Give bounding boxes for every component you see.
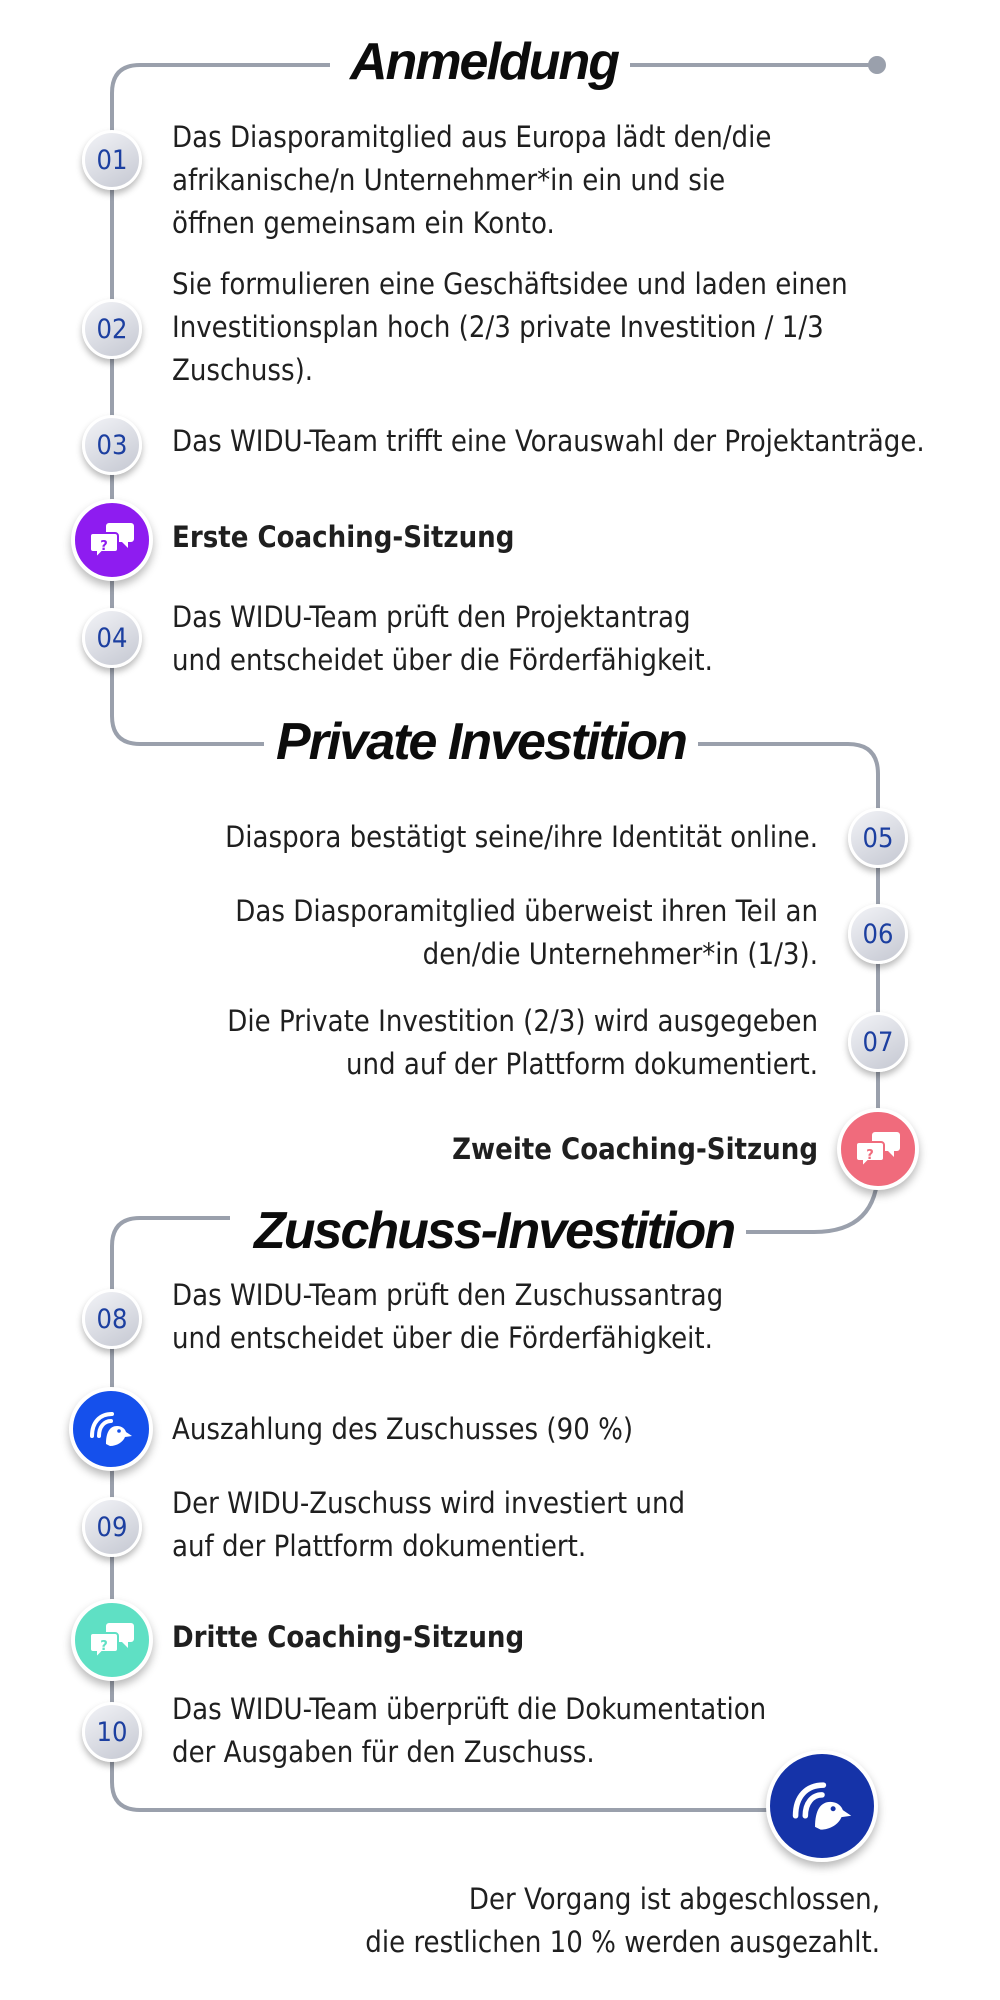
svg-text:?: ? (100, 539, 108, 554)
coaching-badge-3 (71, 1599, 153, 1681)
step-number-05: 05 (848, 808, 908, 868)
section-title-zuschuss-investition: Zuschuss-Investition (242, 1199, 746, 1263)
step-number-09: 09 (82, 1497, 142, 1557)
step-07-text: Die Private Investition (2/3) wird ausgegeben und auf der Plattform dokumentiert. (227, 1004, 818, 1081)
chat-bubbles-icon (855, 1129, 901, 1169)
step-number-04: 04 (82, 608, 142, 668)
coaching-session-2-label: Zweite Coaching-Sitzung (452, 1132, 818, 1166)
step-05-text: Diaspora bestätigt seine/ihre Identität online. (225, 820, 818, 854)
payout-badge (69, 1387, 153, 1471)
coaching-session-3-label: Dritte Coaching-Sitzung (172, 1620, 525, 1654)
step-number-07: 07 (848, 1012, 908, 1072)
step-08-text: Das WIDU-Team prüft den Zuschussantrag und entscheidet über die Förderfähigkeit. (172, 1278, 724, 1355)
step-number-02: 02 (82, 299, 142, 359)
widu-bird-logo-icon (88, 1406, 134, 1452)
final-completion-badge (766, 1750, 878, 1862)
step-number-01: 01 (82, 130, 142, 190)
chat-bubbles-icon (89, 520, 135, 560)
svg-text:?: ? (866, 1148, 874, 1163)
step-number-08: 08 (82, 1289, 142, 1349)
step-number-03: 03 (82, 415, 142, 475)
coaching-badge-1 (71, 499, 153, 581)
step-02-text: Sie formulieren eine Geschäftsidee und laden einen Investitionsplan hoch (2/3 private Investition / 1/3 Zuschuss). (172, 267, 848, 387)
svg-text:?: ? (100, 1639, 108, 1654)
step-06-text: Das Diasporamitglied überweist ihren Teil an den/die Unternehmer*in (1/3). (235, 894, 818, 971)
coaching-session-1-label: Erste Coaching-Sitzung (172, 520, 515, 554)
step-01-text: Das Diasporamitglied aus Europa lädt den/die afrikanische/n Unternehmer*in ein und sie öffnen gemeinsam ein Konto. (172, 120, 772, 240)
step-number-06: 06 (848, 904, 908, 964)
step-number-10: 10 (82, 1702, 142, 1762)
payout-text: Auszahlung des Zuschusses (90 %) (172, 1412, 634, 1446)
chat-bubbles-icon (89, 1620, 135, 1660)
step-10-text: Das WIDU-Team überprüft die Dokumentation der Ausgaben für den Zuschuss. (172, 1692, 767, 1769)
timeline-start-dot (868, 56, 886, 74)
widu-bird-logo-icon (790, 1774, 854, 1838)
step-04-text: Das WIDU-Team prüft den Projektantrag und entscheidet über die Förderfähigkeit. (172, 600, 713, 677)
section-title-private-investition: Private Investition (264, 710, 698, 774)
coaching-badge-2 (837, 1108, 919, 1190)
step-03-text: Das WIDU-Team trifft eine Vorauswahl der Projektanträge. (172, 424, 925, 458)
step-09-text: Der WIDU-Zuschuss wird investiert und auf der Plattform dokumentiert. (172, 1486, 686, 1563)
section-title-anmeldung: Anmeldung (338, 30, 630, 94)
final-text: Der Vorgang ist abgeschlossen, die restlichen 10 % werden ausgezahlt. (365, 1882, 880, 1959)
